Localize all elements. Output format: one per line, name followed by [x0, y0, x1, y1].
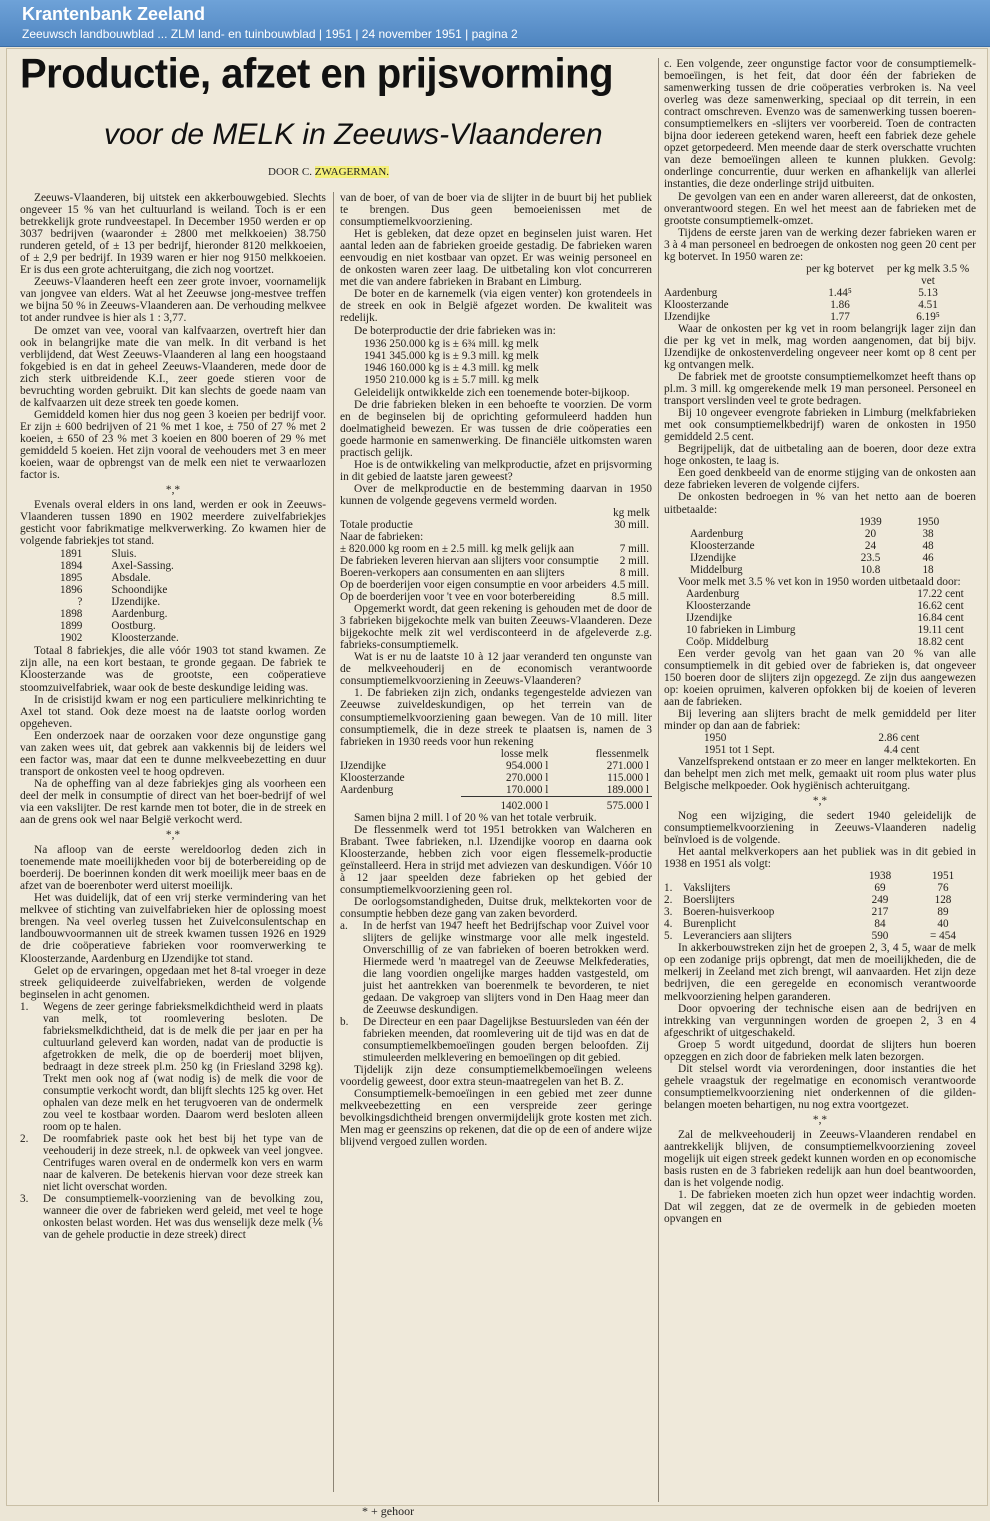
list-letter: b. — [340, 1016, 349, 1029]
table-row — [686, 588, 967, 600]
byline-prefix: DOOR C. — [268, 166, 315, 178]
paragraph: Tijdelijk zijn deze consumptiemelkbemoeïingen weleens voordelig geweest, door extra steun-maatregelen van het B. Z. — [340, 1064, 652, 1089]
cell-value: 1.77 — [830, 310, 850, 323]
paragraph: Het aantal melkverkopers aan het publiek was in dit gebied in 1938 en 1951 als volgt: — [664, 846, 976, 871]
cell-name: Coöp. Middelburg — [686, 635, 769, 648]
column-header: per kg botervet — [806, 262, 874, 275]
paragraph: Zeeuws-Vlaanderen heeft een zeer grote invoer, voornamelijk van jongvee van elders. Wat al het Zeeuwse jong-mestvee treffen we bijna 50 % in Zeeuws-Vlaanderen aan. De verhouding melkvee tot ander rundvee is hier als 1 : 3,77. — [20, 276, 326, 325]
cell-name: IJzendijke. — [111, 596, 161, 609]
paragraph: van de boer, of van de boer via de slijter in de buurt bij het publiek te brengen. Dus geen bemoeienissen met de consumptiemelkvoorziening. — [340, 192, 652, 229]
cell-name: IJzendijke — [664, 310, 710, 323]
paragraph: De fabriek met de grootste consumptiemelkomzet heeft thans op pl.m. 3 mill. kg omgerekende melk 19 man personeel. Personeel en transport verslinden veel te grote bedragen. — [664, 370, 976, 408]
paragraph: Bij 10 ongeveer evengrote fabrieken in Limburg (melkfabrieken met ook consumptiemelkbedrijf) waren de onkosten in 1950 gemiddeld 2.5 cent. — [664, 407, 976, 444]
paragraph: Na afloop van de eerste wereldoorlog deden zich in toenemende mate moeilijkheden voor bij de boterbereiding op de boerderij. De boerinnen konden dit werk moeilijk meer baas en de afzet van de boerenboter werd uiterst moeilijk. — [20, 844, 326, 893]
cell-name: Vakslijters — [683, 882, 731, 895]
cell-name: Oostburg. — [111, 620, 156, 633]
cell-name: Absdale. — [111, 572, 151, 585]
list-letter: a. — [340, 920, 348, 933]
table-header-row — [690, 516, 958, 528]
cell-year: 1896 — [60, 584, 83, 597]
table-row — [364, 362, 542, 374]
column-header: per kg melk 3.5 % vet — [886, 262, 970, 287]
column-header: 1938 — [868, 870, 892, 883]
paragraph: Tijdens de eerste jaren van de werking dezer fabrieken waren er 3 à 4 man personeel en bedroegen de onkosten nog geen 20 cent per kg botervet. In 1950 waren ze: — [664, 226, 976, 263]
cell-kg: 345.000 kg is ± — [389, 349, 459, 362]
cell-value: 2 mill. — [619, 555, 649, 568]
paragraph: Het was duidelijk, dat of een vrij sterke vermindering van het melkvee of stichting van zuivelfabrieken hier de oplossing moest brengen. Na veel overleg tussen het Zuivelconsulentschap en landbouwvoormannen uit de streek kwamen tussen 1926 en 1929 de drie coöperatieve fabrieken voor roomverwerking te Kloosterzande, Aardenburg en IJzendijke tot stand. — [20, 892, 326, 965]
cell-mill: 6¾ mill. kg melk — [461, 337, 539, 350]
cell-value: 249 — [871, 894, 889, 907]
cell-year: 1941 — [364, 349, 387, 362]
price-difference-table — [704, 732, 922, 756]
cell-year: 1894 — [60, 560, 83, 573]
paragraph: De flessenmelk werd tot 1951 betrokken van Walcheren en Brabant. Twee fabrieken, n.l. IJzendijke voorop en daarna ook Kloosterzande, hebben zich voor eigen flessemelk-productie geïnstalleerd. Hera in strijd met adviezen van deskundigen. Vóór 10 à 12 jaar speelden deze fabrieken op het gebied der consumptiemelkvoorziening geen rol. — [340, 823, 652, 896]
cell-name: Boeren-huisverkoop — [683, 906, 775, 919]
cell-bottle: 271.000 l — [606, 759, 649, 772]
table-row — [686, 636, 967, 648]
cell-total: 1402.000 l — [461, 796, 552, 812]
paragraph: Een onderzoek naar de oorzaken voor deze ongunstige gang van zaken wees uit, dat gebrek aan vakkennis bij de leiders wel een factor was, maar dat een te dunne melkveebezetting en duur transport de onkosten veel te hoog opdreven. — [20, 729, 326, 778]
cell-loose: 270.000 l — [506, 771, 549, 784]
cell-value: 20 — [864, 527, 877, 540]
cell-value: 2.86 cent — [878, 731, 920, 744]
table-row — [340, 772, 652, 784]
cell-number: 2. — [664, 894, 673, 907]
cell-value: 590 — [871, 930, 889, 943]
cell-value: 18 — [922, 563, 934, 576]
paragraph: De gevolgen van een en ander waren allereerst, dat de onkosten, onverantwoord stegen. En wel het meest aan de fabrieken met de grootste consumptiemelk-omzet. — [664, 190, 976, 227]
column-header: 1950 — [916, 515, 940, 528]
unit-header: kg melk — [612, 507, 650, 520]
paragraph: Groep 5 wordt uitgedund, doordat de slijters hun boeren opzeggen en zich door de fabrieken melk laten bezorgen. — [664, 1038, 976, 1063]
cell-kg: 160.000 kg is ± — [389, 361, 459, 374]
cell-number: 4. — [664, 918, 673, 931]
section-separator: *,* — [812, 795, 828, 808]
cell-number: 1. — [664, 882, 673, 895]
column-2 — [340, 192, 652, 1502]
paragraph: Gemiddeld komen hier dus nog geen 3 koeien per bedrijf voor. Er zijn ± 600 bedrijven of 21 % met 1 koe, ± 750 of 27 % met 2 koeien, ± 650 of 23 % met 3 koeien en 800 boeren of 29 % met gemiddeld 5 koeien. Het zijn vooral de veehouders met 3 en meer koeien, waar de opbrengst van de melk een niet te verwaarlozen factor is. — [20, 408, 326, 482]
table-row — [340, 531, 652, 543]
cell-value: 18.82 cent — [917, 635, 964, 648]
cell-mill: 9.3 mill. kg melk — [461, 349, 539, 362]
paragraph: De drie fabrieken bleken in een behoefte te voorzien. De vorm en de beginselen bij de oprichting geformuleerd hadden hun doelmatigheid bewezen. Er was tussen de drie coöperaties een goede harmonie en samenwerking. De financiële uitkomsten waren practisch gelijk. — [340, 398, 652, 459]
table-row — [340, 591, 652, 603]
cell-year: 1951 tot 1 Sept. — [704, 743, 775, 756]
cell-value: 17.22 cent — [917, 587, 964, 600]
cell-name: 10 fabrieken in Limburg — [686, 623, 796, 636]
footnote: * + gehoor — [362, 1504, 415, 1518]
cell-year: 1902 — [60, 632, 83, 645]
cell-value — [611, 531, 652, 543]
paragraph: De omzet van vee, vooral van kalfvaarzen, overtreft hier dan ook in belangrijke mate die van melk. In dit verband is het verblijdend, dat West Zeeuws-Vlaanderen al lang een hoogstaand fokgebied is en dat in geheel Zeeuws-Vlaanderen, mede door de zich sterk uitbreidende K.I., zeer goede stieren voor de bevruchting worden gebruikt. Dit kan slechts de goede naam van de kalfvaarzen uit deze streek ten goede komen. — [20, 324, 326, 409]
cell-value: 6.19⁵ — [916, 310, 940, 323]
factor-sublist — [340, 920, 652, 1064]
list-text: Wegens de zeer geringe fabrieksmelkdichtheid werd in plaats van melk, tot roomlevering besloten. De fabrieksmelkdichtheid, dat is de melk die per jaar en per ha cultuurland geleverd kan worden, nadat van de productie is afgetrokken de melk, die op de boerderij moet blijven, bedraagt in deze streek pl.m. 250 kg (in Friesland 3298 kg). Trekt men ook nog af (wat nodig is) de melk die voor de consumptie verkocht wordt, dan blijft slechts 125 kg over. Het ophalen van deze melk en het terugvoeren van de ondermelk zou veel te kostbaar worden. Daarom werd besloten alleen room op te halen. — [43, 1000, 323, 1133]
milk-sellers-table — [664, 870, 976, 942]
table-total-row — [340, 796, 652, 812]
table-row — [664, 287, 976, 299]
list-item — [20, 1001, 326, 1133]
column-header: 1951 — [931, 870, 955, 883]
cell-label: Op de boerderijen voor eigen consumptie en voor arbeiders — [340, 579, 606, 592]
cell-value: 23.5 — [860, 551, 881, 564]
cell-value: 16.84 cent — [917, 611, 964, 624]
cell-name: Aardenburg — [664, 286, 718, 299]
table-row — [664, 311, 976, 323]
table-header-row — [664, 870, 976, 882]
cell-label: Totale productie — [340, 519, 413, 532]
cell-name: Leveranciers aan slijters — [683, 930, 792, 943]
cell-name: Kloosterzande — [690, 539, 755, 552]
table-row — [60, 548, 182, 560]
table-row — [364, 338, 542, 350]
cell-mill: 4.3 mill. kg melk — [461, 361, 539, 374]
cell-value: 46 — [922, 551, 934, 564]
table-row — [340, 543, 652, 555]
column-header: losse melk — [500, 747, 549, 760]
page-breadcrumb: Zeeuwsch landbouwblad ... ZLM land- en tuinbouwblad | 1951 | 24 november 1951 | pagina 2 — [22, 27, 518, 41]
cell-mill: 5.7 mill. kg melk — [461, 373, 539, 386]
cell-value: 4.4 cent — [883, 743, 920, 756]
cell-name: Kloosterzande — [664, 298, 729, 311]
cell-label: ± 820.000 kg room en ± 2.5 mill. kg melk gelijk aan — [340, 543, 575, 556]
cell-value: 19.11 cent — [917, 623, 964, 636]
table-row — [690, 564, 958, 576]
paragraph: De boter en de karnemelk (via eigen venter) kon grotendeels in de streek en ook in België afgezet worden. De kwaliteit was redelijk. — [340, 288, 652, 325]
cell-number: 3. — [664, 906, 673, 919]
column-1 — [20, 192, 326, 1492]
cell-number: 5. — [664, 930, 673, 943]
cell-year: 1899 — [60, 620, 83, 633]
loose-bottle-milk-table — [340, 748, 652, 812]
table-row — [686, 600, 967, 612]
cell-value: 4.51 — [918, 298, 938, 311]
paragraph: De boterproductie der drie fabrieken was in: — [354, 324, 556, 337]
cell-value: 7 mill. — [619, 543, 649, 556]
paragraph: Gelet op de ervaringen, opgedaan met het 8-tal vroeger in deze streek geliquideerde zuivelfabrieken, werden de volgende beginselen in acht genomen. — [20, 964, 326, 1001]
cell-name: Aardenburg — [690, 527, 744, 540]
table-row — [60, 632, 182, 644]
cell-year: 1936 — [364, 337, 387, 350]
cell-loose: 954.000 l — [506, 759, 549, 772]
table-row — [340, 519, 652, 531]
table-row — [340, 555, 652, 567]
list-number: 3. — [20, 1192, 29, 1205]
cell-value: 8 mill. — [619, 567, 649, 580]
list-text: De roomfabriek paste ook het best bij het type van de veehouderij in deze streek, n.l. de opkweek van veel jongvee. Centrifuges waren overal en de ondermelk kon vers en warm naar de kalveren. De betekenis hiervan voor deze streek kan niet licht overschat worden. — [43, 1132, 323, 1193]
paragraph: Het is gebleken, dat deze opzet en beginselen juist waren. Het aantal leden aan de fabrieken groeide gestadig. De fabrieken waren eenvoudig en niet kostbaar van opzet. Er was weinig personeel en de onkosten waren zeer laag. De uitbetaling kon vlot concurreren met die van andere fabrieken in Brabant en Limburg. — [340, 228, 652, 289]
cell-value: 5.13 — [918, 286, 938, 299]
cell-year: ? — [77, 596, 83, 609]
table-row — [340, 567, 652, 579]
cell-name: Schoondijke — [111, 584, 168, 597]
paragraph: Opgemerkt wordt, dat geen rekening is gehouden met de door de 3 fabrieken bijgekochte melk van buiten Zeeuws-Vlaanderen. Deze bijgekochte melk zit wel verdisconteerd in de afgeleverde z.g. fabrieks-consumptiemelk. — [340, 603, 652, 652]
column-rule-1 — [333, 192, 334, 1492]
cell-value: 38 — [922, 527, 934, 540]
cell-name: Burenplicht — [683, 918, 736, 931]
milk-price-table — [686, 588, 967, 648]
site-header — [0, 0, 990, 47]
table-row — [340, 760, 652, 772]
paragraph: Begrijpelijk, dat de uitbetaling aan de boeren, door deze extra hoge onkosten, te laag is. — [664, 443, 976, 468]
paragraph: Consumptiemelk-bemoeïingen in een gebied met zeer dunne melkveebezetting en een verspreide zeer geringe bevolkingsdichtheid brengen onvermijdelijk grote kosten met zich. Men mag er geenszins op rekenen, dat die op de een of andere wijze blijvend vergoed zullen worden. — [340, 1088, 652, 1149]
paragraph: Wat is er nu de laatste 10 à 12 jaar veranderd ten ongunste van de melkveehouderij en de economisch verantwoorde consumptiemelkvoorziening in Zeeuws-Vlaanderen? — [340, 651, 652, 688]
table-row — [364, 350, 542, 362]
paragraph: Vanzelfsprekend ontstaan er zo meer en langer melktekorten. En dan behelpt men zich met melk, gemaakt uit room plus water plus Belgische melkpoeder. Ook hygiënisch achteruitgang. — [664, 755, 976, 793]
cell-kg: 210.000 kg is ± — [389, 373, 459, 386]
column-header: flessenmelk — [595, 747, 649, 760]
column-rule-2 — [658, 58, 659, 1502]
principles-list — [20, 1001, 326, 1241]
cell-label: Naar de fabrieken: — [340, 531, 424, 544]
table-row — [60, 560, 182, 572]
list-item — [20, 1193, 326, 1241]
list-number: 2. — [20, 1132, 29, 1145]
section-separator: *,* — [165, 484, 181, 497]
butter-production-table — [364, 338, 542, 386]
table-row — [60, 620, 182, 632]
paragraph: Evenals overal elders in ons land, werden er ook in Zeeuws-Vlaanderen tussen 1890 en 1902 meerdere zuivelfabriekjes gesticht voor fabrikmatige melkverwerking. Zo kwamen hier de volgende fabriekjes tot stand. — [20, 499, 326, 548]
cell-value: 84 — [874, 918, 886, 931]
site-title[interactable]: Krantenbank Zeeland — [22, 4, 206, 24]
cell-value: = 454 — [930, 930, 956, 943]
paragraph: Samen bijna 2 mill. l of 20 % van het totale verbruik. — [354, 811, 597, 824]
paragraph: 1. De fabrieken moeten zich hun opzet weer indachtig worden. Dat wil zeggen, dat ze de overmelk in de gebieden moeten opvangen en — [664, 1189, 976, 1226]
paragraph: Door opvoering der technische eisen aan de bedrijven en intrekking van vergunningen worden de groepen 2, 3 en 4 afgeschrikt of uitgeschakeld. — [664, 1002, 976, 1039]
cell-value: 24 — [864, 539, 877, 552]
table-row — [60, 596, 182, 608]
list-item — [20, 1133, 326, 1193]
table-row — [60, 608, 182, 620]
table-row — [690, 552, 958, 564]
paragraph: De oorlogsomstandigheden, Duitse druk, melktekorten voor de consumptie hebben deze gang van zaken bevorderd. — [340, 895, 652, 921]
cell-bottle: 115.000 l — [607, 771, 649, 784]
cell-value: 1.44⁵ — [828, 286, 852, 299]
cell-value: 40 — [937, 918, 949, 931]
cell-bottle: 189.000 l — [606, 783, 649, 796]
cell-value: 69 — [874, 882, 886, 895]
list-item — [340, 1016, 652, 1064]
cell-year: 1946 — [364, 361, 387, 374]
byline — [268, 166, 389, 178]
table-row — [686, 612, 967, 624]
cell-name: Middelburg — [690, 563, 743, 576]
cell-name: Aardenburg. — [111, 608, 168, 621]
table-row — [704, 744, 922, 756]
cell-value: 4.5 mill. — [611, 579, 649, 592]
section-separator: *,* — [812, 1114, 828, 1126]
list-item — [340, 920, 652, 1016]
cell-loose: 170.000 l — [506, 783, 549, 796]
paragraph: Geleidelijk ontwikkelde zich een toenemende boter-bijkoop. — [354, 386, 630, 399]
cell-value: 128 — [934, 894, 952, 907]
article-title: Productie, afzet en prijsvorming — [20, 50, 614, 98]
cell-value: 30 mill. — [614, 519, 649, 532]
paragraph: Waar de onkosten per kg vet in room belangrijk lager zijn dan die per kg vet in melk, mag worden aangenomen, dat bij bijv. IJzendijke de onkostenverdeling ongeveer neer komt op 8 cent per kg ontvangen melk. — [664, 322, 976, 371]
paragraph: In de crisistijd kwam er nog een particuliere melkinrichting te Axel tot stand. Ook deze moest na de laatste oorlog worden opgeheven. — [20, 693, 326, 730]
table-row — [60, 584, 182, 596]
table-row — [340, 784, 652, 797]
table-row — [664, 882, 976, 894]
paragraph: Dit stelsel wordt via verordeningen, door instanties die het gehele vraagstuk der regelmatige en economisch verantwoorde consumptiemelkvoorziening niet onderkennen of die gilden-belangen moeten behartigen, nu nog extra voortgezet. — [664, 1062, 976, 1111]
cell-value: 89 — [937, 906, 949, 919]
milk-destination-table — [340, 519, 652, 603]
byline-author-highlight: ZWAGERMAN. — [314, 166, 390, 178]
cell-name: IJzendijke — [690, 551, 736, 564]
table-row — [664, 894, 976, 906]
list-text: De Directeur en een paar Dagelijkse Bestuursleden van één der fabrieken meenden, dat roomlevering uit de tijd was en dat de consumptiemelkbemoeïingen gouden bergen beloofden. Zij stimuleerden melklevering en bemoeïingen op dit gebied. — [363, 1016, 649, 1065]
paragraph: 1. De fabrieken zijn zich, ondanks tegengestelde adviezen van Zeeuwse zuiveldeskundigen, op het terrein van de consumptiemelkvoorziening gaan bewegen. Van de 10 mill. liter consumptiemelk, die in deze streek te plaatsen is, namen de 3 fabrieken in 1930 reeds voor hun rekening — [340, 687, 652, 748]
paragraph: Een goed denkbeeld van de enorme stijging van de onkosten aan deze fabrieken leveren de volgende cijfers. — [664, 467, 976, 492]
paragraph: Zeeuws-Vlaanderen, bij uitstek een akkerbouwgebied. Slechts ongeveer 15 % van het cultuurland is weiland. Toch is er een betrekkelijk grote rundveestapel. In December 1950 werden er op 3037 bedrijven (waaronder ± 2800 met melkkoeien) 38.750 runderen geteld, of ± 13 per bedrijf, hieronder 8120 melkkoeien, of ± 2,9 per bedrijf. In 1939 waren er hier nog 9150 melkkoeien. Er is dus een grote achteruitgang, die zich nog voortzet. — [20, 192, 326, 277]
cell-name: Kloosterzande. — [111, 632, 179, 645]
cell-total: 575.000 l — [551, 796, 652, 812]
table-row — [704, 732, 922, 744]
table-row — [664, 299, 976, 311]
paragraph: Na de opheffing van al deze fabriekjes ging als voorheen een deel der melk in consumptie of direct van het boer-bedrijf of wel via een vakslijter. De rest karnde men tot boter, die in de streek en aan de grens ook wel naar België verkocht werd. — [20, 777, 326, 827]
cell-label: Op de boerderijen voor 't vee en voor boterbereiding — [340, 591, 576, 604]
column-header: 1939 — [859, 515, 882, 528]
costs-table — [664, 263, 976, 323]
cell-year: 1891 — [60, 548, 83, 561]
cell-name: Axel-Sassing. — [111, 560, 174, 573]
table-header-row — [340, 748, 652, 760]
cost-percentage-table — [690, 516, 958, 576]
paragraph: De onkosten bedroegen in % van het netto aan de boeren uitbetaalde: — [664, 491, 976, 516]
section-separator: *,* — [165, 829, 181, 842]
cell-year: 1950 — [364, 373, 387, 386]
table-row — [690, 528, 958, 540]
cell-year: 1895 — [60, 572, 83, 585]
table-row — [686, 624, 967, 636]
cell-value: 8.5 mill. — [611, 591, 649, 604]
list-text: In de herfst van 1947 heeft het Bedrijfschap voor Zuivel voor slijters de gelijke winstmarge voor alle melk ingesteld. Onverschillig of ze van fabrieken of boeren betrokken werd. Hiermede werd 'n maatregel van de Zeeuwse Melkfederaties, die lang voordien ongelijke marges hadden vastgesteld, om juist het aantrekken van boerenmelk te bevorderen, te niet gedaan. De vakgroep van slijters vond in Den Haag meer dan de Zeeuwse deskundigen. — [363, 920, 649, 1017]
cell-name: Boerslijters — [683, 894, 735, 907]
paragraph: Totaal 8 fabriekjes, die alle vóór 1903 tot stand kwamen. Ze zijn alle, na een kort bestaan, te gronde gegaan. De fabriek te Kloosterzande was de grootste, een coöperatieve stoomzuivelfabriek, waar ook de beste deskundige leiding was. — [20, 645, 326, 694]
paragraph: Hoe is de ontwikkeling van melkproductie, afzet en prijsvorming in dit gebied de laatste jaren geweest? — [340, 458, 652, 483]
table-header-row — [664, 263, 976, 287]
factories-table — [60, 548, 182, 644]
paragraph: Een verder gevolg van het gaan van 20 % van alle consumptiemelk in dit gebied over de fabrieken is, dat ongeveer 150 boeren door de slijters zijn opgezegd. Ze zijn dus aangewezen op: koeien opruimen, kalveren opfokken bij de koeien of leveren aan de fabrieken. — [664, 647, 976, 708]
list-text: De consumptiemelk-voorziening van de bevolking zou, wanneer die over de fabrieken werd geleid, met veel te hoge onkosten belast worden. Het was dus wenselijk deze melk (⅙ van de gehele productie in deze streek) direct — [43, 1192, 323, 1241]
table-row — [364, 374, 542, 386]
table-row — [664, 918, 976, 930]
table-row — [664, 906, 976, 918]
cell-value: 1.86 — [830, 298, 850, 311]
cell-year: 1950 — [704, 731, 727, 744]
article-subtitle: voor de MELK in Zeeuws-Vlaanderen — [104, 118, 603, 151]
cell-name: IJzendijke — [340, 759, 386, 772]
cell-name: Kloosterzande — [340, 771, 405, 784]
cell-value: 217 — [871, 906, 889, 919]
table-row — [664, 930, 976, 942]
cell-label: De fabrieken leveren hiervan aan slijters voor consumptie — [340, 555, 599, 568]
paragraph: Bij levering aan slijters bracht de melk gemiddeld per liter minder op dan aan de fabriek: — [664, 707, 976, 732]
cell-label: Boeren-verkopers aan consumenten en aan slijters — [340, 567, 565, 580]
cell-name: IJzendijke — [686, 611, 732, 624]
table-row — [690, 540, 958, 552]
paragraph: c. Een volgende, zeer ongunstige factor voor de consumptiemelk-bemoeïingen, is het feit, dat door één der fabrieken de samenwerking tussen de drie coöperaties verbroken is. Na veel overleg was deze samenwerking, speciaal op dit terrein, in een contract omschreven. Evenzo was de samenwerking tussen boeren-consumptiemelkers en -slijters ver voorbereid. Toen de contracten bijna door iedereen getekend waren, heeft een fabriek deze gehele opzet getorpedeerd. Men meende daar de sterk overschatte vruchten van deze bemoeïingen alleen te kunnen plukken. Gevolg: onderlinge concurrentie, duur werken en afhankelijk van allerlei instanties, die deze onderlinge strijd uitbuiten. — [664, 58, 976, 191]
cell-value: 16.62 cent — [917, 599, 964, 612]
cell-kg: 250.000 kg is ± — [389, 337, 459, 350]
paragraph: Over de melkproductie en de bestemming daarvan in 1950 kunnen de volgende gegevens vermeld worden. — [340, 482, 652, 507]
column-3 — [664, 58, 976, 1502]
paragraph: Voor melk met 3.5 % vet kon in 1950 worden uitbetaald door: — [678, 575, 961, 588]
cell-value: 76 — [937, 882, 949, 895]
paragraph: Zal de melkveehouderij in Zeeuws-Vlaanderen rendabel en aantrekkelijk blijven, de consumptiemelkvoorziening zoveel mogelijk uit eigen streek gedekt kunnen worden en op economische basis rusten en de 3 fabrieken redelijk aan hun doel beantwoorden, dan is het volgende nodig. — [664, 1129, 976, 1190]
cell-name: Aardenburg — [340, 783, 394, 796]
table-row — [60, 572, 182, 584]
list-number: 1. — [20, 1000, 29, 1013]
cell-name: Kloosterzande — [686, 599, 751, 612]
paragraph: In akkerbouwstreken zijn het de groepen 2, 3, 4 5, waar de melk op een zodanige prijs opbrengt, dat men de moeilijkheden, die de melkerij in Zeeland met zich brengt, wil aanvaarden. Het zijn deze bedrijven, die een geregelde en economisch verantwoorde melkvoorziening helpen garanderen. — [664, 942, 976, 1003]
table-row — [340, 579, 652, 591]
cell-year: 1898 — [60, 608, 83, 621]
cell-value: 10.8 — [860, 563, 881, 576]
paragraph: Nog een wijziging, die sedert 1940 geleidelijk de consumptiemelkvoorziening in Zeeuws-Vlaanderen nadelig beïnvloed is de volgende. — [664, 810, 976, 847]
cell-name: Aardenburg — [686, 587, 740, 600]
cell-value: 48 — [922, 539, 934, 552]
cell-name: Sluis. — [111, 548, 137, 561]
